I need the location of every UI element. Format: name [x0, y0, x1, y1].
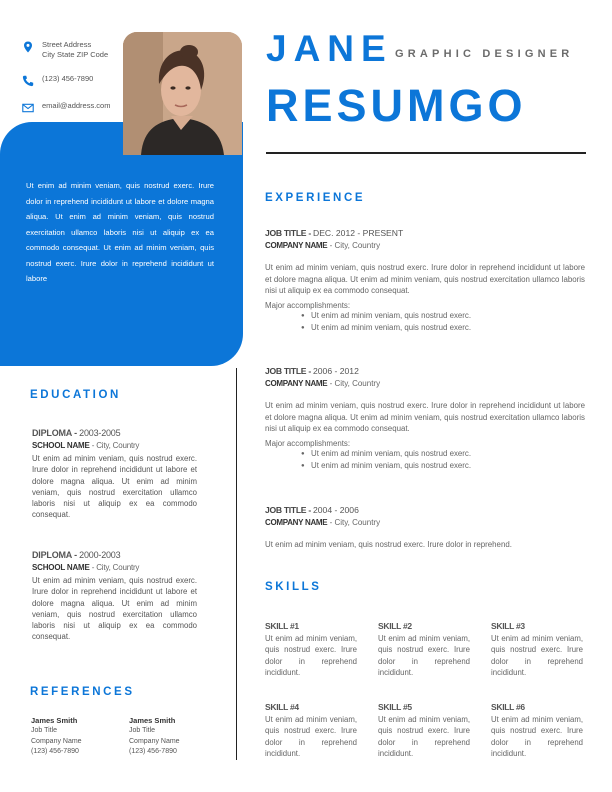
- reference-job-title: Job Title: [129, 727, 156, 735]
- job-description: Ut enim ad minim veniam, quis nostrud exerc. Irure dolor in reprehend.: [265, 540, 512, 549]
- education-heading: EDUCATION: [30, 389, 121, 401]
- job-dates: 2004 - 2006: [312, 505, 359, 515]
- degree-dates: 2000-2003: [79, 550, 121, 560]
- phone-text: (123) 456-7890: [42, 74, 94, 83]
- education-description: Ut enim ad minim veniam, quis nostrud exerc. Irure dolor in reprehend incididunt ut labore et dolore magna aliqua. Ut enim ad minim veniam, quis nostrud exercitation ullamco laboris nisi ut aliquip ex ea commodo consequat.: [32, 454, 197, 520]
- skill-item: [378, 621, 470, 679]
- education-item: [32, 428, 197, 521]
- skill-description: Ut enim ad minim veniam, quis nostrud exerc. Irure dolor in reprehend incididunt.: [378, 634, 470, 678]
- job-title: JOB TITLE: [265, 505, 307, 515]
- school-line: SCHOOL NAME - City, Country: [32, 441, 140, 450]
- company-line: COMPANY NAME - City, Country: [265, 241, 381, 250]
- skill-name: SKILL #1: [265, 621, 299, 631]
- job-description: Ut enim ad minim veniam, quis nostrud exerc. Irure dolor in reprehend incididunt ut labore et dolore magna aliqua. Ut enim ad minim veniam, quis nostrud exercitation ullamco laboris nisi ut aliquip ex ea commodo consequat.: [265, 401, 585, 433]
- contact-email: [22, 101, 132, 114]
- contact-address: [22, 40, 132, 60]
- reference-company: Company Name: [31, 737, 82, 745]
- skill-name: SKILL #5: [378, 702, 412, 712]
- skill-item: [491, 621, 583, 679]
- profile-photo: [123, 32, 242, 155]
- reference-phone: (123) 456-7890: [31, 747, 79, 755]
- company-line: COMPANY NAME - City, Country: [265, 518, 381, 527]
- location-pin-icon: [22, 41, 34, 53]
- skill-name: SKILL #6: [491, 702, 525, 712]
- skill-name: SKILL #4: [265, 702, 299, 712]
- skill-item: [265, 702, 357, 760]
- reference-job-title: Job Title: [31, 727, 58, 735]
- skill-description: Ut enim ad minim veniam, quis nostrud exerc. Irure dolor in reprehend incididunt.: [491, 634, 583, 678]
- company-location: City, Country: [334, 518, 381, 527]
- job-title: JOB TITLE: [265, 366, 307, 376]
- degree-name: DIPLOMA: [32, 550, 72, 560]
- skill-item: [265, 621, 357, 679]
- job-description: Ut enim ad minim veniam, quis nostrud exerc. Irure dolor in reprehend incididunt ut labore et dolore magna aliqua. Ut enim ad minim veniam, quis nostrud exercitation ullamco laboris nisi ut aliquip ex ea commodo consequat.: [265, 263, 585, 295]
- experience-heading: EXPERIENCE: [265, 192, 366, 204]
- accomplishments-label: Major accomplishments:: [265, 438, 351, 448]
- address-line-2: City State ZIP Code: [42, 50, 109, 59]
- address-line-1: Street Address: [42, 40, 92, 49]
- school-location: City, Country: [96, 563, 140, 572]
- skill-description: Ut enim ad minim veniam, quis nostrud exerc. Irure dolor in reprehend incididunt.: [491, 715, 583, 759]
- accomplishments-list: [301, 310, 585, 334]
- company-location: City, Country: [334, 241, 381, 250]
- company-name: COMPANY NAME: [265, 518, 328, 527]
- job-title-line: JOB TITLE - 2004 - 2006: [265, 505, 359, 515]
- reference-name: James Smith: [129, 716, 176, 725]
- degree-name: DIPLOMA: [32, 428, 72, 438]
- skill-description: Ut enim ad minim veniam, quis nostrud exerc. Irure dolor in reprehend incididunt.: [378, 715, 470, 759]
- last-name: RESUMGO: [266, 80, 527, 131]
- experience-item: [265, 505, 585, 551]
- accomplishments-list: [301, 448, 585, 472]
- degree-dates: 2003-2005: [79, 428, 121, 438]
- school-line: SCHOOL NAME - City, Country: [32, 563, 140, 572]
- company-line: COMPANY NAME - City, Country: [265, 379, 381, 388]
- education-item: [32, 550, 197, 643]
- job-title: JOB TITLE: [265, 228, 307, 238]
- reference-name: James Smith: [31, 716, 78, 725]
- skill-description: Ut enim ad minim veniam, quis nostrud exerc. Irure dolor in reprehend incididunt.: [265, 634, 357, 678]
- email-text: email@address.com: [42, 101, 111, 110]
- company-name: COMPANY NAME: [265, 241, 328, 250]
- experience-item: [265, 228, 585, 334]
- accomplishment-item: ● Ut enim ad minim veniam, quis nostrud exerc.: [301, 322, 585, 334]
- company-location: City, Country: [334, 379, 381, 388]
- skill-item: [491, 702, 583, 760]
- contact-phone: [22, 74, 132, 87]
- school-name: SCHOOL NAME: [32, 441, 90, 450]
- first-name: JANE: [266, 28, 393, 69]
- summary-text: Ut enim ad minim veniam, quis nostrud exerc. Irure dolor in reprehend incididunt ut labore et dolore magna aliqua. Ut enim ad minim veniam, quis nostrud exercitation ullamco laboris nisi ut aliquip ex ea commodo consequat. Ut enim ad minim veniam, quis nostrud exerc. Irure dolor in reprehend incididunt ut labore: [26, 181, 214, 283]
- skill-name: SKILL #2: [378, 621, 412, 631]
- skills-heading: SKILLS: [265, 581, 322, 593]
- header-divider: [266, 152, 586, 154]
- envelope-icon: [22, 102, 34, 114]
- reference-phone: (123) 456-7890: [129, 747, 177, 755]
- column-divider: [236, 368, 237, 760]
- skill-description: Ut enim ad minim veniam, quis nostrud exerc. Irure dolor in reprehend incididunt.: [265, 715, 357, 759]
- reference-company: Company Name: [129, 737, 180, 745]
- references-heading: REFERENCES: [30, 686, 135, 698]
- job-title-line: JOB TITLE - 2006 - 2012: [265, 366, 359, 376]
- accomplishments-label: Major accomplishments:: [265, 300, 351, 310]
- degree-line: DIPLOMA - 2003-2005: [32, 428, 121, 438]
- accomplishment-item: ● Ut enim ad minim veniam, quis nostrud exerc.: [301, 310, 585, 322]
- reference-item: [129, 716, 219, 757]
- skill-item: [378, 702, 470, 760]
- degree-line: DIPLOMA - 2000-2003: [32, 550, 121, 560]
- school-location: City, Country: [96, 441, 140, 450]
- reference-item: [31, 716, 121, 757]
- phone-icon: [22, 75, 34, 87]
- education-description: Ut enim ad minim veniam, quis nostrud exerc. Irure dolor in reprehend incididunt ut labore et dolore magna aliqua. Ut enim ad minim veniam, quis nostrud exercitation ullamco laboris nisi ut aliquip ex ea commodo consequat.: [32, 576, 197, 642]
- accomplishment-item: ● Ut enim ad minim veniam, quis nostrud exerc.: [301, 448, 585, 460]
- job-role: GRAPHIC DESIGNER: [395, 48, 574, 60]
- contact-block: [22, 40, 132, 128]
- experience-item: [265, 366, 585, 472]
- company-name: COMPANY NAME: [265, 379, 328, 388]
- skill-name: SKILL #3: [491, 621, 525, 631]
- job-dates: 2006 - 2012: [312, 366, 359, 376]
- school-name: SCHOOL NAME: [32, 563, 90, 572]
- job-dates: DEC. 2012 - PRESENT: [312, 228, 404, 238]
- job-title-line: JOB TITLE - DEC. 2012 - PRESENT: [265, 228, 404, 238]
- accomplishment-item: ● Ut enim ad minim veniam, quis nostrud exerc.: [301, 460, 585, 472]
